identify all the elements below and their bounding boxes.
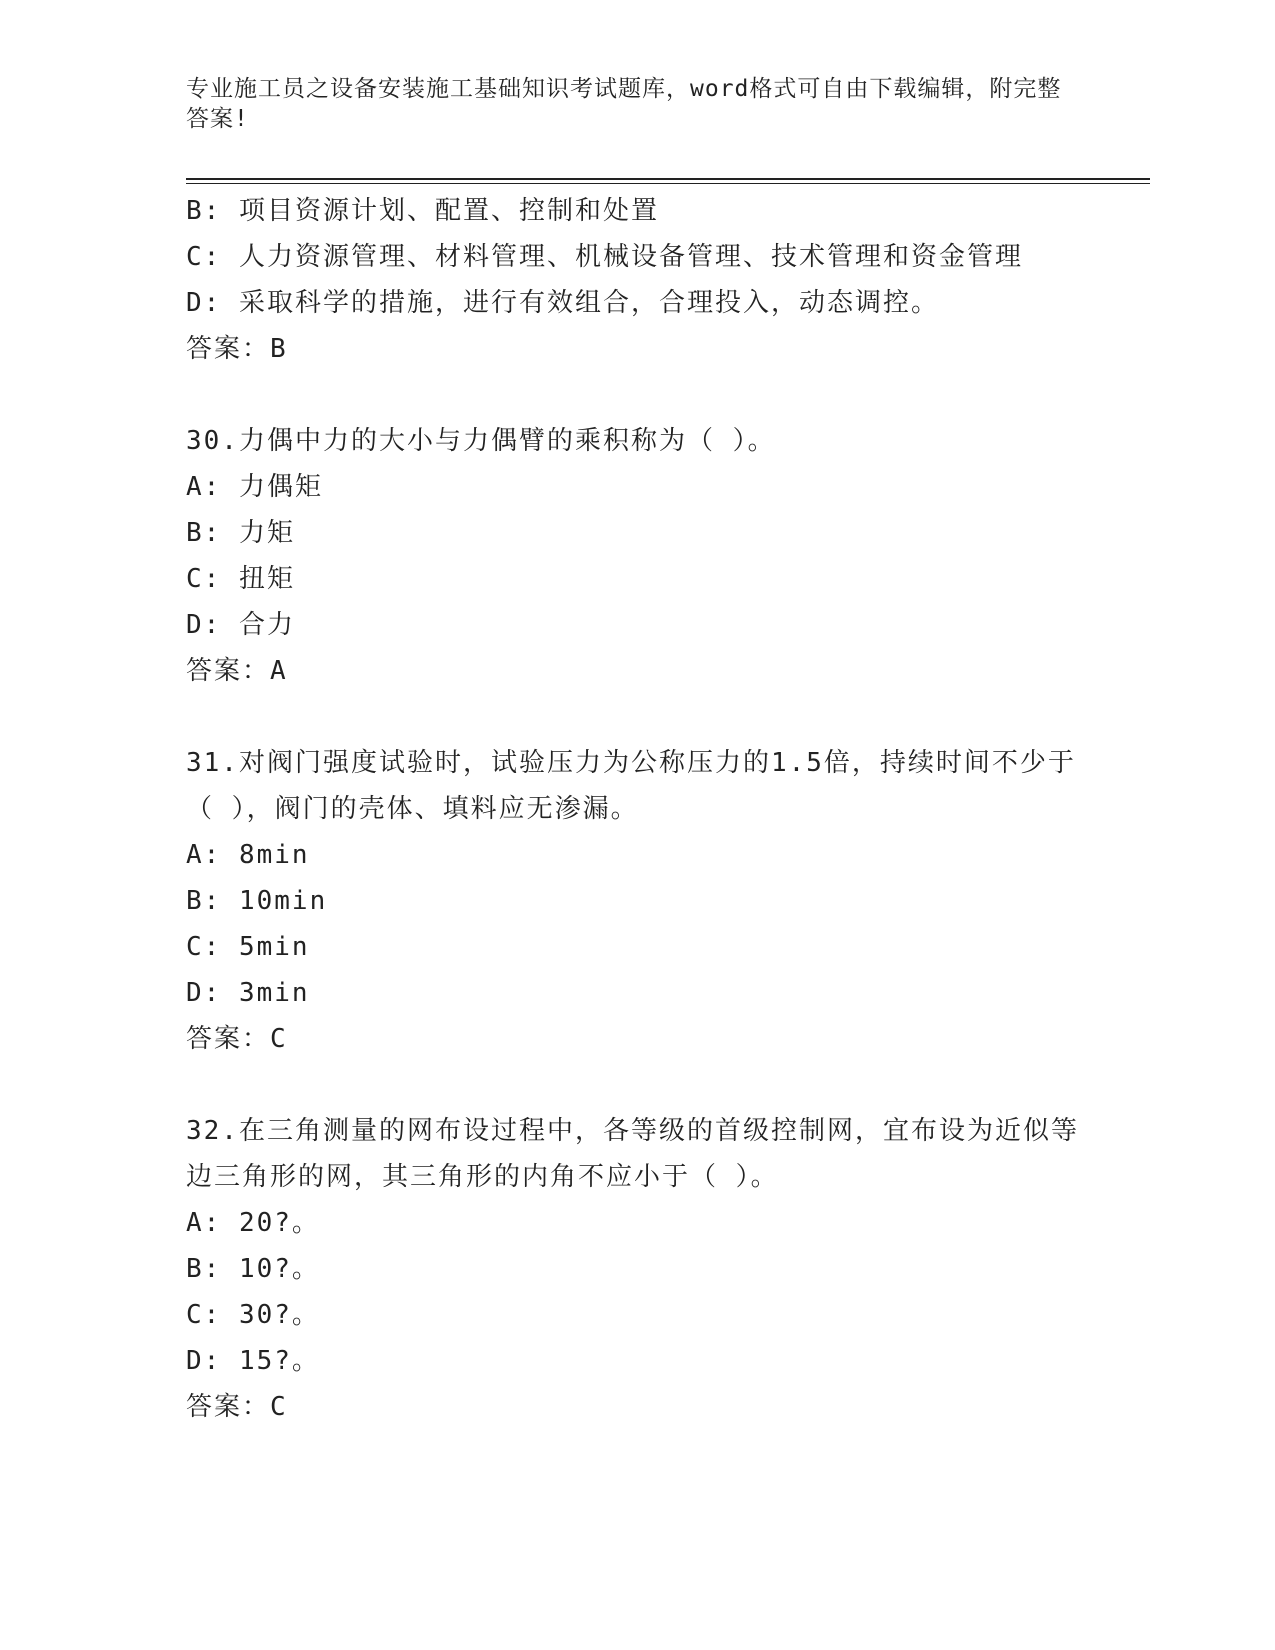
question-32 — [186, 1108, 1086, 1430]
option-b: B: 10min — [186, 886, 328, 916]
continued-question — [186, 188, 1086, 372]
question-stem: 30.力偶中力的大小与力偶臂的乘积称为（ ）。 — [186, 426, 776, 456]
question-30 — [186, 418, 1086, 694]
option-c: C: 人力资源管理、材料管理、机械设备管理、技术管理和资金管理 — [186, 242, 1023, 272]
option-b: B: 项目资源计划、配置、控制和处置 — [186, 196, 659, 226]
page-header: 专业施工员之设备安装施工基础知识考试题库，word格式可自由下载编辑，附完整答案! — [186, 76, 1062, 132]
question-stem: 32.在三角测量的网布设过程中，各等级的首级控制网，宜布设为近似等边三角形的网，其三角形的内角不应小于（ ）。 — [186, 1116, 1079, 1192]
option-c: C: 扭矩 — [186, 564, 295, 594]
option-b: B: 力矩 — [186, 518, 295, 548]
option-d: D: 15?。 — [186, 1346, 320, 1376]
question-stem: 31.对阀门强度试验时，试验压力为公称压力的1.5倍，持续时间不少于（ ），阀门的壳体、填料应无渗漏。 — [186, 748, 1076, 824]
answer-line: 答案：B — [186, 334, 288, 364]
option-a: A: 8min — [186, 840, 310, 870]
answer-line: 答案：A — [186, 656, 288, 686]
header-divider — [186, 178, 1150, 184]
option-c: C: 30?。 — [186, 1300, 320, 1330]
document-body — [186, 188, 1086, 1430]
answer-line: 答案：C — [186, 1024, 288, 1054]
option-a: A: 20?。 — [186, 1208, 320, 1238]
option-d: D: 采取科学的措施，进行有效组合，合理投入，动态调控。 — [186, 288, 939, 318]
question-31 — [186, 740, 1086, 1062]
option-d: D: 3min — [186, 978, 310, 1008]
option-b: B: 10?。 — [186, 1254, 320, 1284]
option-a: A: 力偶矩 — [186, 472, 323, 502]
answer-line: 答案：C — [186, 1392, 288, 1422]
option-d: D: 合力 — [186, 610, 295, 640]
option-c: C: 5min — [186, 932, 310, 962]
